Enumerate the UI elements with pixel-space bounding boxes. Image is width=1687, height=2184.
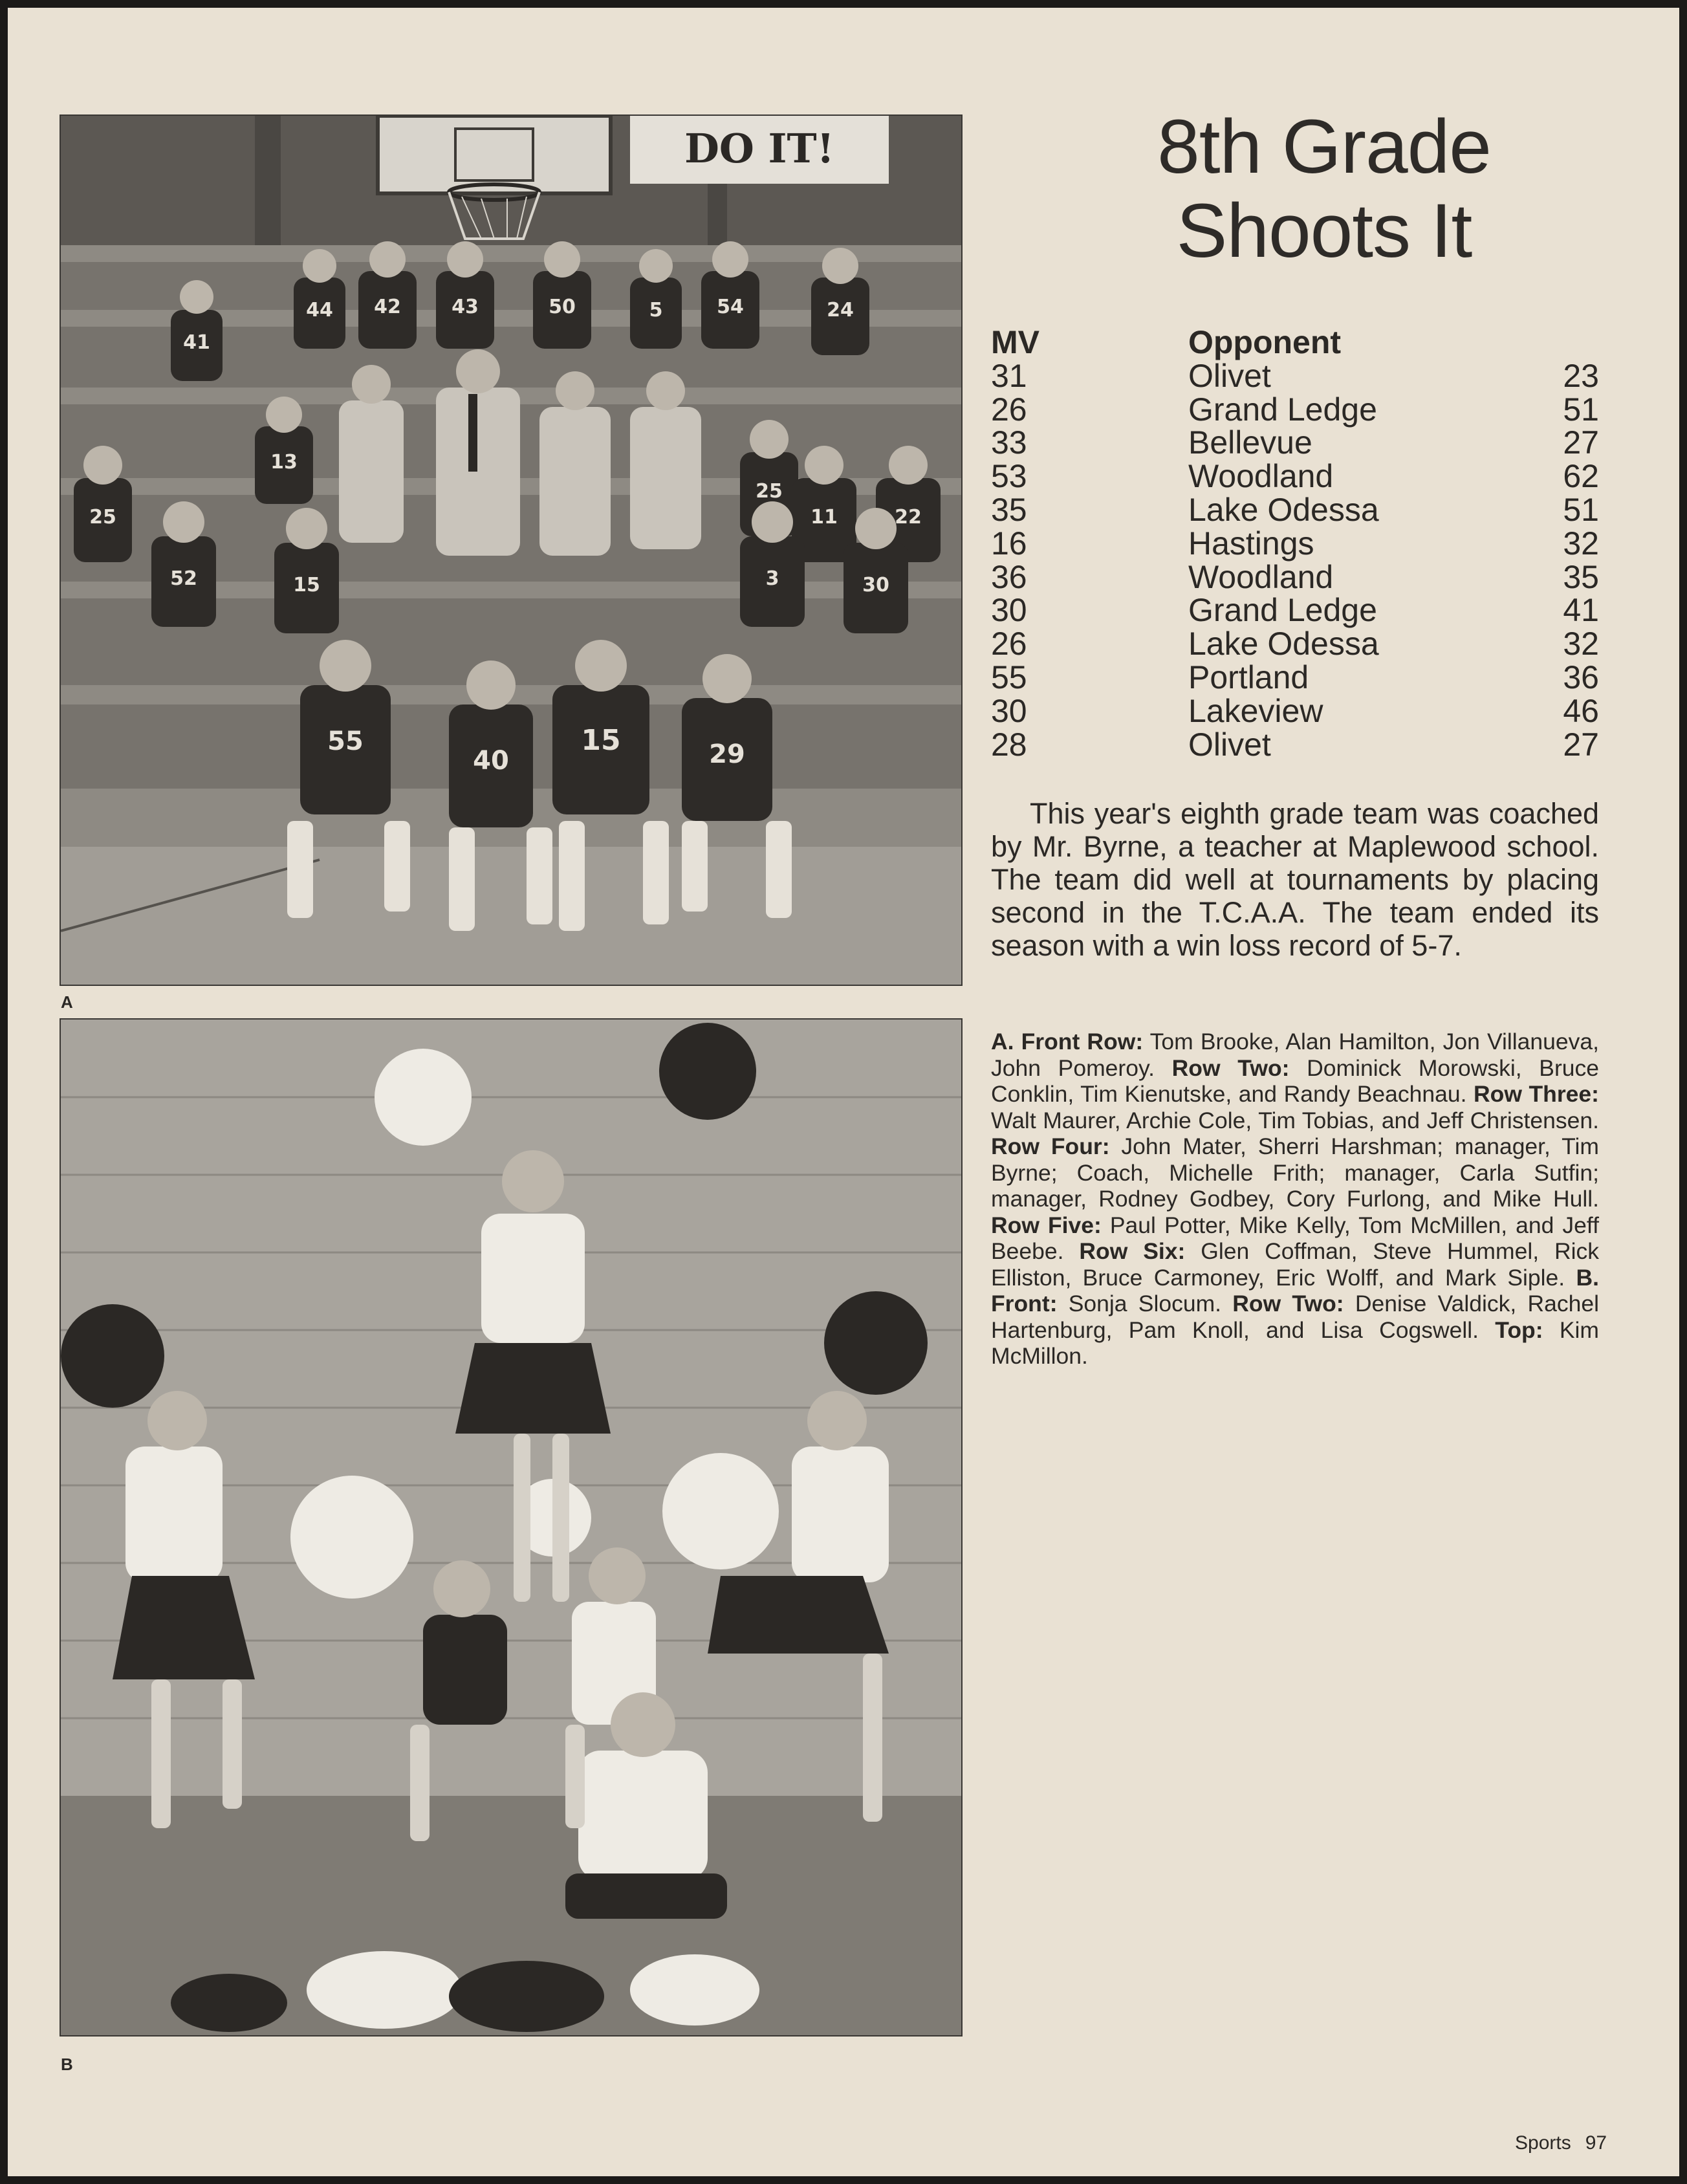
schedule-row [991, 357, 1599, 394]
jersey-number: 44 [306, 299, 333, 322]
schedule-row [991, 594, 1599, 628]
opponent-score: 27 [1563, 726, 1599, 763]
jersey-number: 25 [89, 506, 116, 529]
opponent-name: Bellevue [1188, 424, 1312, 461]
caption-text: Dominick Morowski, Bruce Conklin, Tim Kienutske, and Randy Beachnau. [991, 1054, 1600, 1107]
cheerleader-photo [60, 1018, 963, 2037]
jersey-number: 11 [811, 506, 838, 529]
caption-label: B. Front: [991, 1264, 1599, 1316]
caption-label: Row Six: [1079, 1238, 1186, 1264]
caption-text: Denise Valdick, Rachel Hartenburg, Pam Knoll, and Lisa Cogswell. [991, 1291, 1599, 1343]
mv-score: 30 [991, 692, 1027, 729]
opponent-score: 36 [1563, 659, 1599, 695]
mv-score: 55 [991, 659, 1027, 695]
schedule-rows [991, 357, 1599, 763]
opponent-score: 27 [1563, 424, 1599, 461]
schedule-row [991, 692, 1599, 729]
jersey-number: 15 [581, 724, 621, 757]
jersey-number: 52 [170, 567, 197, 590]
schedule-row [991, 491, 1599, 528]
jersey-number: 3 [765, 567, 779, 590]
opponent-name: Lake Odessa [1188, 491, 1379, 528]
cheerleader-photo-illustration [61, 1020, 961, 2035]
schedule-row [991, 460, 1599, 494]
opponent-score: 46 [1563, 692, 1599, 729]
jersey-number: 42 [374, 296, 401, 318]
schedule-header [991, 326, 1599, 360]
jersey-number: 43 [452, 296, 479, 318]
opponent-name: Olivet [1188, 357, 1271, 394]
schedule-row [991, 661, 1599, 695]
mv-score: 28 [991, 726, 1027, 763]
mv-score: 16 [991, 525, 1027, 562]
story-paragraph: This year's eighth grade team was coached by Mr. Byrne, a teacher at Maplewood school. The team did well at tournaments by placing second in the T.C.A.A. The team ended its season with a win loss record of 5-7. [991, 797, 1599, 962]
jersey-number: 25 [756, 480, 783, 503]
caption-label: Row Five: [991, 1212, 1102, 1238]
caption-text: John Mater, Sherri Harshman; manager, Tim Byrne; Coach, Michelle Frith; manager, Carla Sutfin; manager, Rodney Godbey, Cory Furlong, and Mike Hull. [991, 1133, 1599, 1212]
jersey-number: 22 [895, 506, 922, 529]
jersey-number: 41 [183, 331, 210, 354]
page-footer [1515, 2132, 1607, 2154]
opponent-score: 23 [1563, 357, 1599, 394]
opponent-name: Grand Ledge [1188, 592, 1377, 629]
opponent-column-header: Opponent [1188, 324, 1342, 360]
caption-text: Sonja Slocum. [1068, 1291, 1222, 1316]
page-title [1017, 105, 1631, 273]
schedule-row [991, 628, 1599, 661]
schedule-row [991, 728, 1599, 762]
schedule-row [991, 393, 1599, 427]
mv-score: 31 [991, 357, 1027, 394]
opponent-score: 62 [1563, 458, 1599, 495]
opponent-name: Olivet [1188, 726, 1271, 763]
jersey-number: 50 [549, 296, 576, 318]
jersey-number: 24 [827, 299, 854, 322]
photo-b-label: B [61, 2055, 73, 2074]
opponent-name: Portland [1188, 659, 1309, 695]
opponent-name: Lakeview [1188, 692, 1323, 729]
photo-a-label: A [61, 992, 73, 1012]
mv-score: 33 [991, 424, 1027, 461]
schedule-row [991, 558, 1599, 595]
opponent-score: 51 [1563, 391, 1599, 428]
mv-score: 30 [991, 592, 1027, 629]
caption-label: Row Two: [1171, 1054, 1290, 1081]
caption-text: Tom Brooke, Alan Hamilton, Jon Villanueva, John Pomeroy. [991, 1029, 1599, 1081]
page-title-line-2: Shoots It [1176, 188, 1472, 274]
page-number: 97 [1585, 2132, 1607, 2154]
caption-label: Row Three: [1474, 1081, 1599, 1107]
score-column-header [1534, 326, 1599, 360]
jersey-number: 13 [270, 451, 298, 474]
mv-score: 35 [991, 491, 1027, 528]
opponent-score: 32 [1563, 525, 1599, 562]
jersey-number: 30 [862, 574, 889, 596]
mv-score: 36 [991, 558, 1027, 595]
jersey-number: 40 [473, 746, 509, 776]
team-photo [60, 115, 963, 986]
opponent-name: Woodland [1188, 458, 1334, 495]
section-name: Sports [1515, 2132, 1571, 2154]
opponent-name: Hastings [1188, 525, 1314, 562]
photo-caption [991, 1029, 1599, 1370]
jersey-number: 54 [717, 296, 744, 318]
mv-score: 26 [991, 391, 1027, 428]
opponent-score: 32 [1563, 626, 1599, 662]
schedule-table [991, 326, 1599, 761]
banner-text: DO IT! [684, 125, 834, 172]
caption-text: Kim McMillon. [991, 1316, 1599, 1369]
caption-label: Row Four: [991, 1133, 1110, 1159]
opponent-score: 35 [1563, 558, 1599, 595]
yearbook-page [8, 8, 1679, 2176]
jersey-number: 5 [649, 299, 663, 322]
jersey-number: 55 [327, 726, 364, 756]
caption-label: Top: [1495, 1316, 1543, 1343]
mv-column-header: MV [991, 324, 1039, 360]
schedule-row [991, 426, 1599, 460]
opponent-name: Woodland [1188, 558, 1334, 595]
opponent-name: Lake Odessa [1188, 626, 1379, 662]
mv-score: 53 [991, 458, 1027, 495]
opponent-score: 41 [1563, 592, 1599, 629]
opponent-name: Grand Ledge [1188, 391, 1377, 428]
caption-label: A. Front Row: [991, 1029, 1144, 1054]
caption-text: Paul Potter, Mike Kelly, Tom McMillen, and Jeff Beebe. [991, 1212, 1599, 1264]
caption-text: Walt Maurer, Archie Cole, Tim Tobias, and Jeff Christensen. [991, 1107, 1599, 1133]
jersey-number: 29 [709, 739, 745, 769]
caption-label: Row Two: [1232, 1291, 1344, 1316]
jersey-number: 15 [293, 574, 320, 596]
caption-text: Glen Coffman, Steve Hummel, Rick Elliston, Bruce Carmoney, Eric Wolff, and Mark Siple. [991, 1238, 1599, 1291]
mv-score: 26 [991, 626, 1027, 662]
team-photo-illustration [61, 116, 961, 985]
page-title-line-1: 8th Grade [1157, 104, 1491, 190]
opponent-score: 51 [1563, 491, 1599, 528]
schedule-row [991, 527, 1599, 561]
